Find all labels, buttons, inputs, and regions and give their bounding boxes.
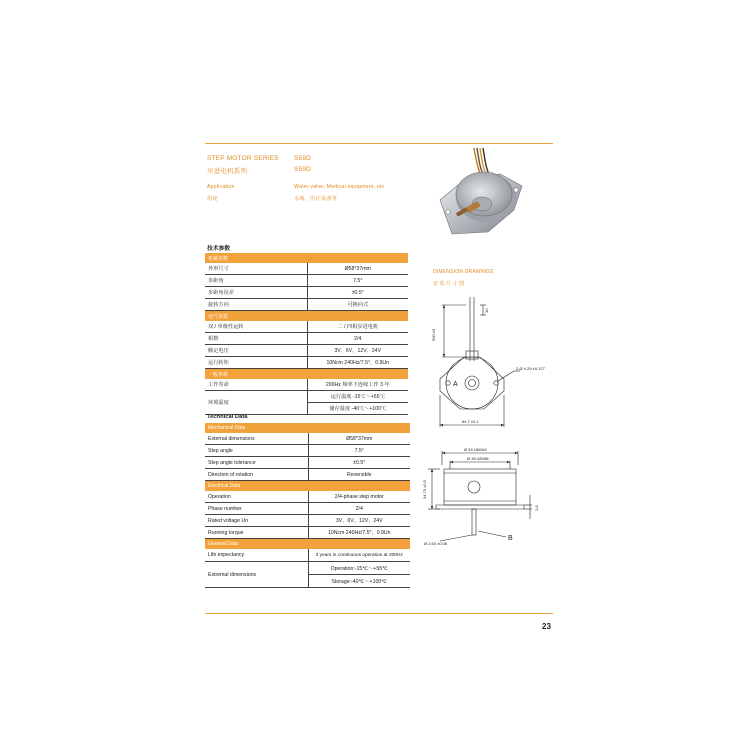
top-view-drawing: [420, 295, 550, 435]
section-b-label: B: [508, 535, 513, 542]
cn-spec-table: [205, 253, 408, 415]
table-row: 步距角 7.5°: [205, 275, 408, 287]
drawings-title-en: DIMENSION DRAWINGS: [433, 269, 494, 275]
page-number: 23: [542, 622, 551, 631]
table-row: Direction of rotation Reversible: [205, 469, 410, 481]
section-a-label: A: [453, 381, 458, 388]
table-row: 双 / 单极性运转 二 / 四相步进电机: [205, 321, 408, 333]
application-value-cn: 水阀、医疗设备等: [294, 196, 338, 202]
height-label: 34.73 ±0.5: [422, 480, 427, 499]
side-view-drawing: [420, 447, 550, 557]
table-section-header: Electrical Data: [205, 481, 410, 492]
table-row: 外形尺寸 Ø58*37mm: [205, 263, 408, 275]
en-table-title: Technical Data: [207, 414, 248, 420]
table-section-header: Mechanical Data: [205, 423, 410, 433]
max-diameter-label: Ø 59.18MAX: [464, 447, 487, 452]
application-label-cn: 用途: [207, 196, 218, 202]
cn-table-title: 技术参数: [207, 246, 231, 252]
table-row: Rated voltage Un 3V、6V、12V、24V: [205, 515, 410, 527]
bottom-rule: [205, 613, 553, 614]
flange-thickness-label: 1.8: [534, 505, 539, 511]
table-row: Phase number 2/4: [205, 503, 410, 515]
series-title-cn: 步进电机系列: [207, 168, 248, 175]
lead-length-label: 500 ±5: [431, 328, 436, 341]
table-row: 环境温度 运行温度 -15℃～+55℃: [205, 391, 408, 403]
lead-end-label: 10: [484, 308, 489, 313]
model-name-cn: S59D: [294, 166, 312, 173]
table-row: Running torque 10Ncm 240Hz/7.5°，0.9Un: [205, 527, 410, 539]
table-row: 步距角误差 ±0.5°: [205, 287, 408, 299]
table-row: Operation 2/4-phase step motor: [205, 491, 410, 503]
flange-width-label: 64.7 ±0.1: [462, 419, 479, 424]
top-rule: [205, 143, 553, 144]
application-value-en: Water valve, Medical equipment, etc: [294, 184, 385, 190]
series-title-en: STEP MOTOR SERIES: [207, 155, 279, 162]
table-section-header: General Data: [205, 539, 410, 550]
table-row: 工作寿命 200Hz 频率下连续工作 3 年: [205, 379, 408, 391]
drawings-title-cn: 安装尺寸图: [433, 281, 466, 287]
mounting-hole-label: 2-Ø 4.29 ±0.127: [516, 366, 545, 371]
table-row: Storage:-40℃～+100℃: [205, 575, 410, 588]
table-section-header: 机械参数: [205, 253, 408, 263]
table-row: Step angle 7.5°: [205, 445, 410, 457]
min-diameter-label: Ø 38.42MIN: [467, 456, 489, 461]
table-section-header: 电气参数: [205, 311, 408, 322]
en-spec-table: [205, 423, 410, 588]
table-row: Life expectancy 3 years in continuous operation at 200Hz: [205, 549, 410, 562]
model-name: S59D: [294, 155, 312, 162]
application-label-en: Application: [207, 184, 235, 190]
table-row: 额定电压 3V、6V、12V、24V: [205, 345, 408, 357]
table-row: 储存温度 -40℃～+100℃: [205, 403, 408, 415]
table-section-header: 一般参数: [205, 369, 408, 380]
table-row: 相数 2/4: [205, 333, 408, 345]
table-row: 旋转方向 可换向式: [205, 299, 408, 311]
table-row: Step angle tolerance ±0.5°: [205, 457, 410, 469]
table-row: 运行转矩 10Ncm 240Hz/7.5°，0.9Un: [205, 357, 408, 369]
table-row: External dimensions Ø58*37mm: [205, 433, 410, 445]
shaft-diameter-label: Ø 2.54 ±0.08: [424, 541, 448, 546]
table-row: Extremal dimensions Operation:-15℃～+55℃: [205, 562, 410, 575]
motor-photo: [430, 146, 540, 246]
